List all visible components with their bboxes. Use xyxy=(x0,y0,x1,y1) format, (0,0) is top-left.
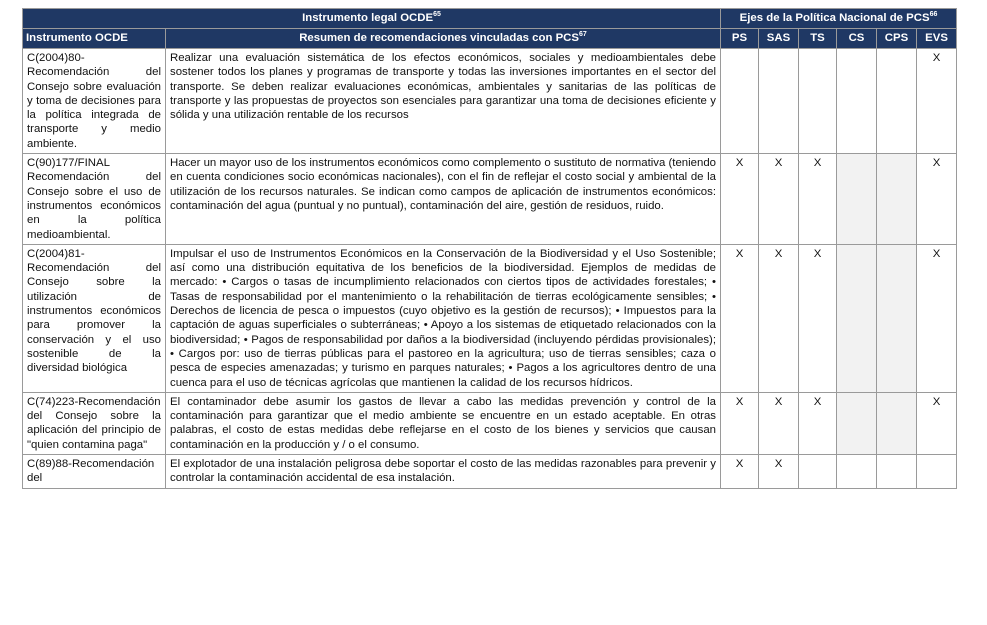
col-header-axis: PS xyxy=(721,29,759,49)
axis-mark-cell: X xyxy=(917,244,957,392)
instrument-cell: C(89)88-Recomendación del xyxy=(23,455,166,489)
group-header-instrument xyxy=(23,9,721,29)
header-group-row xyxy=(23,9,957,29)
axis-mark-cell: X xyxy=(759,154,799,245)
axis-mark-cell xyxy=(837,455,877,489)
summary-cell: Impulsar el uso de Instrumentos Económicos en la Conservación de la Biodiversidad y el Uso Sostenible; así como una distribución equitativa de los beneficios de la biodiversidad. Ejemplos de medidas de mercado: • Cargos o tasas de incumplimiento relacionados con ciertos tipos de actividades forestales; • Tasas de responsabilidad por el mantenimiento o la rehabilitación de tierras ecológicamente sensibles; • Derechos de licencia de pesca o impuestos (cuyo objetivo es la gestión de recursos); • Impuestos para la captación de aguas superficiales o subterráneas; • Apoyo a los sistemas de etiquetado relacionados con la biodiversidad; • Pagos de responsabilidad por daños a la biodiversidad (incluyendo pérdidas provisionales); • Cargos por: uso de tierras públicas para el pastoreo en la agricultura; uso de tierras sensibles; caza o pesca de especies amenazadas; y turismo en parques naturales; • Pagos a los agricultores dentro de una cuenca para el uso de técnicas agrícolas que mantienen la calidad de los recursos hídricos. xyxy=(166,244,721,392)
axis-mark-cell: X xyxy=(759,392,799,454)
footnote-ref: 66 xyxy=(929,11,938,19)
axis-mark-cell: X xyxy=(721,455,759,489)
axis-mark-cell: X xyxy=(721,244,759,392)
axis-mark-cell xyxy=(877,455,917,489)
axis-mark-cell xyxy=(877,154,917,245)
instrument-cell: C(2004)81-Recomendación del Consejo sobre la utilización de instrumentos económicos para promover la conservación y el uso sostenible de la diversidad biológica xyxy=(23,244,166,392)
axis-mark-cell xyxy=(721,49,759,154)
header-column-row xyxy=(23,29,957,49)
summary-cell: Hacer un mayor uso de los instrumentos económicos como complemento o sustituto de normativa (teniendo en cuenta condiciones socio económicas nacionales), con el fin de reflejar el costo social y ambiental de la utilización de los recursos naturales. Se indican como campos de aplicación de instrumentos económicos: contaminación del agua (puntual y no puntual), contaminación del aire, gestión de residuos, ruido. xyxy=(166,154,721,245)
footnote-ref: 67 xyxy=(579,31,587,39)
instrument-cell: C(90)177/FINAL Recomendación del Consejo sobre el uso de instrumentos económicos en la política medioambiental. xyxy=(23,154,166,245)
axis-mark-cell xyxy=(799,455,837,489)
axis-mark-cell: X xyxy=(917,392,957,454)
group-header-axes-text: Ejes de la Política Nacional de PCS xyxy=(739,12,930,24)
document-page xyxy=(22,8,957,489)
axis-mark-cell xyxy=(837,154,877,245)
summary-cell: El explotador de una instalación peligrosa debe soportar el costo de las medidas razonables para prevenir y controlar la contaminación accidental de esa instalación. xyxy=(166,455,721,489)
group-header-instrument-text: Instrumento legal OCDE xyxy=(302,12,434,24)
col-header-summary xyxy=(166,29,721,49)
table-row xyxy=(23,49,957,154)
footnote-ref: 65 xyxy=(433,11,441,19)
axis-mark-cell xyxy=(837,392,877,454)
axis-mark-cell: X xyxy=(721,392,759,454)
col-header-summary-text: Resumen de recomendaciones vinculadas con PCS xyxy=(299,32,579,44)
summary-cell: El contaminador debe asumir los gastos de llevar a cabo las medidas prevención y control de la contaminación para garantizar que el medio ambiente se encuentre en un estado aceptable. En otras palabras, el costo de estas medidas debe reflejarse en el costo de los bienes y servicios que causan contaminación en la producción y / o el consumo. xyxy=(166,392,721,454)
table-row xyxy=(23,154,957,245)
axis-mark-cell: X xyxy=(759,244,799,392)
axis-mark-cell xyxy=(837,244,877,392)
table-row xyxy=(23,244,957,392)
axis-mark-cell: X xyxy=(799,244,837,392)
summary-cell: Realizar una evaluación sistemática de los efectos económicos, sociales y medioambientales debe sostener todos los planes y programas de transporte y todas las inversiones importantes en el sector del transporte. Se deben realizar evaluaciones económicas, ambientales y sanitarias de las políticas de transporte y las propuestas de proyectos son esenciales para garantizar una toma de decisiones eficiente y sólida y una utilización rentable de los recursos xyxy=(166,49,721,154)
axis-mark-cell: X xyxy=(759,455,799,489)
axis-mark-cell xyxy=(877,392,917,454)
instrument-cell: C(74)223-Recomendación del Consejo sobre la aplicación del principio de "quien contamina paga" xyxy=(23,392,166,454)
axis-mark-cell xyxy=(837,49,877,154)
col-header-axis: SAS xyxy=(759,29,799,49)
col-header-axis: CPS xyxy=(877,29,917,49)
table-row xyxy=(23,392,957,454)
oecd-instruments-table xyxy=(22,8,957,489)
instrument-cell: C(2004)80-Recomendación del Consejo sobre evaluación y toma de decisiones para la política integrada de transporte y medio ambiente. xyxy=(23,49,166,154)
axis-mark-cell xyxy=(877,49,917,154)
axis-mark-cell: X xyxy=(721,154,759,245)
table-row xyxy=(23,455,957,489)
col-header-axis: EVS xyxy=(917,29,957,49)
axis-mark-cell: X xyxy=(799,392,837,454)
col-header-instrument: Instrumento OCDE xyxy=(23,29,166,49)
col-header-axis: TS xyxy=(799,29,837,49)
axis-mark-cell xyxy=(759,49,799,154)
group-header-axes xyxy=(721,9,957,29)
axis-mark-cell: X xyxy=(917,154,957,245)
axis-mark-cell xyxy=(877,244,917,392)
axis-mark-cell xyxy=(917,455,957,489)
col-header-axis: CS xyxy=(837,29,877,49)
axis-mark-cell: X xyxy=(799,154,837,245)
axis-mark-cell xyxy=(799,49,837,154)
axis-mark-cell: X xyxy=(917,49,957,154)
